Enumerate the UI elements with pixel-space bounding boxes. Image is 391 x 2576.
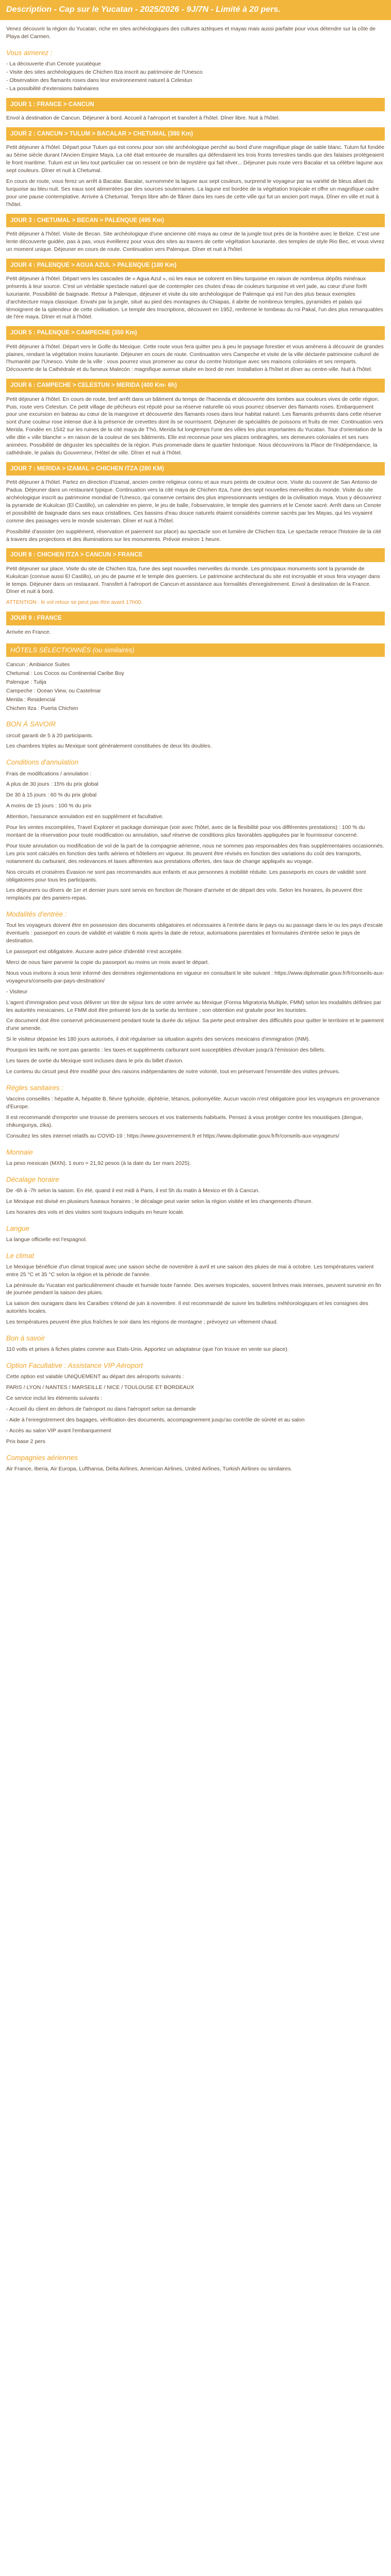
- highlights-heading: Vous aimerez :: [6, 48, 53, 57]
- health-paragraph: Vaccins conseillés : hépatite A, hépatite B, fièvre typhoïde, diphtérie, tétanos, poliomyélite. Aucun vaccin n'est obligatoire pour les voyageurs en provenance d'Europe.: [6, 1096, 380, 1110]
- hotel-item: Merida : Residencial: [6, 696, 56, 703]
- hotels-list: [6, 661, 385, 712]
- day-description: Petit déjeuner à l'hôtel. Départ vers les cascades de « Agua Azul », où les eaux se colorent en bleu turquoise en raison de nombreux dépôts minéraux présents à leur source. C'est un véritable spectacle naturel que de contempler ces chutes d'eau de couleurs turquoise et vert jade, au cœur d'une forêt luxuriante. Possibilité de baignade. Retour à Palenque, déjeuner et visite du site archéologique de Palenque qui est l'un des plus beaux exemples d'architecture maya classique. Envahi par la jungle, situé au pied des montagnes du Chiapas, il abrite de nombreux temples, pyramides et palais qui témoignent de la splendeur de cette civilisation. Le temple des Inscriptions, découvert en 1952, renferme le tombeau du roi Pakal, l'un des plus remarquables de l'ère maya. Dîner et nuit à l'hôtel.: [6, 275, 383, 320]
- hotel-item: Chichen Itza : Puerta Chichen: [6, 705, 78, 711]
- currency-text: [6, 1160, 385, 1167]
- cancellation-paragraph: De 30 à 15 jours : 60 % du prix global: [6, 792, 97, 799]
- climate-paragraph: Le Mexique bénéficie d'un climat tropical avec une saison sèche de novembre à avril et une saison des pluies de mai à octobre. Les températures varient entre 25 °C et 35 °C selon la région et la période de l'année.: [6, 1263, 374, 1278]
- formalities-paragraph: Nous vous invitons à vous tenir informé des dernières réglementations en vigueur en consultant le site suivant : https://www.diplomatie.gouv.fr/fr/conseils-aux-voyageurs/conseils-par-pays-destination/: [6, 970, 384, 984]
- airlines-text: [6, 1465, 385, 1473]
- day-description: Petit déjeuner à l'hôtel. Départ vers le Golfe du Mexique. Cette route vous fera quitter peu à peu le paysage forestier et vous amènera à découvrir de grandes plaines, rendant la végétation moins luxuriante. Déjeuner en cours de route. Continuation vers Campeche et visite de la ville déclarée patrimoine culturel de l'humanité par l'Unesco. Visite de la ville : vous pourrez vous promener au cœur du centre historique avec ses maisons coloniales et ses remparts. Découverte de la Cathédrale et du fameux Malecón : magnifique avenue située en bord de mer. Installation à l'hôtel et dîner au centre-ville. Nuit à l'hôtel.: [6, 343, 384, 373]
- hotel-item: Palenque : Tulija: [6, 679, 46, 685]
- option-paragraph: Ce service inclut les éléments suivants :: [6, 1395, 103, 1402]
- option-paragraph: - Accueil du client en dehors de l'aéroport ou dans l'aéroport selon sa demande: [6, 1406, 196, 1413]
- time-diff-paragraph: Les horaires des vols et des visites sont toujours indiqués en heure locale.: [6, 1209, 185, 1215]
- hotel-item: Chetumal : Los Cocos ou Continental Caribe Boy: [6, 670, 124, 676]
- good-to-know-paragraph: circuit garanti de 5 à 20 participants.: [6, 732, 93, 739]
- highlight-item: - Observation des flamants roses dans leur environnement naturel à Celestun: [6, 77, 192, 83]
- option-paragraph: PARIS / LYON / NANTES / MARSEILLE / NICE / TOULOUSE ET BORDEAUX: [6, 1384, 194, 1391]
- day-heading: JOUR 5 : PALENQUE > CAMPECHE (350 Km): [6, 326, 385, 340]
- option-paragraph: Prix base 2 pers: [6, 1438, 45, 1445]
- climate-heading: Le climat: [6, 1251, 35, 1260]
- cancellation-paragraph: A plus de 30 jours : 15% du prix global: [6, 781, 99, 788]
- climate-paragraph: La saison des ouragans dans les Caraïbes s'étend de juin à novembre. Il est recommandé de suivre les bulletins météorologiques et les consignes des autorités locales.: [6, 1300, 368, 1315]
- climate-paragraph: Les températures peuvent être plus fraîches le soir dans les régions de montagne ; prévoyez un vêtement chaud.: [6, 1319, 278, 1326]
- hotels-heading: HÔTELS SÉLECTIONNÉS (ou similaires): [6, 643, 385, 657]
- good-to-know-paragraph: Les chambres triples au Mexique sont généralement constituées de deux lits doubles.: [6, 743, 212, 750]
- time-diff-paragraph: Le Mexique est divisé en plusieurs fuseaux horaires ; le décalage peut varier selon la région visitée et les changements d'heure.: [6, 1198, 313, 1205]
- cancellation-heading: Conditions d'annulation: [6, 758, 78, 767]
- day-heading: JOUR 7 : MERIDA > IZAMAL > CHICHEN ITZA (280 KM): [6, 462, 385, 476]
- formalities-text: [6, 922, 385, 1043]
- tips-paragraph: 110 volts et prises à fiches plates comme aux Etats-Unis. Apportez un adaptateur (que l'on trouve en vente sur place).: [6, 1346, 289, 1353]
- time-text: [6, 1187, 385, 1216]
- formalities-paragraph: Le passeport est obligatoire. Aucune autre pièce d'identité n'est acceptée.: [6, 948, 183, 955]
- day-heading: JOUR 2 : CANCUN > TULUM > BACALAR > CHETUMAL (380 Km): [6, 127, 385, 141]
- day-description: Possibilité d'assister (en supplément, réservation et paiement sur place) au spectacle son et lumière de Chichen Itza. Le spectacle retrace l'histoire de la cité à travers des projections et des illuminations sur les monuments. Prévoir environ 1 heure.: [6, 528, 382, 543]
- currency-paragraph: La peso mexicain (MXN). 1 euro = 21,92 pesos (à la date du 1er mars 2025).: [6, 1160, 191, 1166]
- itinerary: [6, 98, 385, 636]
- language-paragraph: La langue officielle est l'espagnol.: [6, 1236, 87, 1243]
- extra-paragraph: Nos circuits et croisières Évasion ne sont pas recommandés aux enfants et aux personnes à mobilité réduite. Les passeports en cours de validité sont obligatoires pour tous les participants.: [6, 869, 366, 883]
- extra-text: [6, 869, 385, 903]
- formalities-paragraph: Merci de nous faire parvenir la copie du passeport au moins un mois avant le départ.: [6, 959, 209, 966]
- option-heading: Option Facultative : Assistance VIP Aéroport: [6, 1362, 143, 1370]
- cancellation-paragraph: Pour les ventes escomptées, Travel Explorer et package dominique (voir avec l'hôtel, avec de la flexibilité pour vos différentes prestations) : 100 % du montant de la réservation pour toute modification ou annulation, sauf réserve de conditions plus favorables appliquées par le fournisseur concerné.: [6, 824, 365, 838]
- cancellation-paragraph: Pour toute annulation ou modification de vol de la part de la compagnie aérienne, nous ne sommes pas responsables des frais supplémentaires occasionnés. Les prix sont calculés en fonction des tarifs aériens et hôteliers en vigueur. Ils peuvent être révisés en fonction des variations du coût des transports, notamment du carburant, des redevances et taxes afférentes aux prestations offertes, des taux de change appliqués au voyage.: [6, 842, 384, 865]
- day-heading: JOUR 9 : FRANCE: [6, 612, 385, 625]
- option-paragraph: Cette option est valable UNIQUEMENT au départ des aéroports suivants :: [6, 1374, 184, 1380]
- page-title: Description - Cap sur le Yucatan - 2025/2026 - 9J/7N - Limité à 20 pers.: [6, 5, 281, 14]
- formalities-paragraph: L'agent d'immigration peut vous délivrer un titre de séjour lors de votre arrivée au Mexique (Forma Migratoria Multiple, FMM) selon les modalités définies par les autorités mexicaines. Le FMM doit être présenté lors de la sortie du territoire ; son obtention est gratuite pour les touristes.: [6, 999, 382, 1013]
- time-diff-paragraph: De -6h à -7h selon la saison. En été, quand il est midi à Paris, il est 5h du matin à Mexico et 6h à Cancun.: [6, 1187, 260, 1194]
- language-heading: Langue: [6, 1224, 30, 1232]
- language-text: [6, 1236, 385, 1244]
- additional-paragraph: Pourquoi les tarifs ne sont pas garantis : les taxes et suppléments carburant sont susceptibles d'évoluer jusqu'à l'émission des billets.: [6, 1047, 325, 1054]
- extra-paragraph: Les déjeuners ou dîners de 1er et dernier jours sont servis en fonction de l'horaire d'arrivée et de départ des vols. Selon les horaires, ils peuvent être remplacés par des paniers-repas.: [6, 887, 363, 902]
- day-description: Petit déjeuner sur place. Visite du site de Chichen Itza, l'une des sept nouvelles merveilles du monde. Les principaux monuments sont la pyramide de Kukulcan (connue aussi El Castillo), un jeu de paume et le temple des guerriers. Le patrimoine architectural du site est incroyable et vous fera voyager dans le temps. Déjeuner dans un restaurant. Transfert à l'aéroport de Cancun et assistance aux formalités d'enregistrement. Envol à destination de la France. Dîner et nuit à bord.: [6, 565, 380, 595]
- highlight-item: - Visite des sites archéologiques de Chichen Itza inscrit au patrimoine de l'Unesco: [6, 69, 203, 75]
- day-description: Petit déjeuner à l'hôtel. Visite de Becan. Site archéologique d'une ancienne cité maya au cœur de la jungle tout près de la frontière avec le Belize. C'est une lente découverte guidée, pas à pas, vous éveillerez pour vous des sites au travers de cette végétation luxuriante, des temples de style Rio Bec, et vous vivrez un moment unique. Déjeuner en cours de route. Continuation vers Palenque. Dîner et nuit à l'hôtel.: [6, 230, 385, 252]
- highlight-item: - La découverte d'un Cenote yucatèque: [6, 61, 101, 67]
- option-paragraph: - Accès au salon VIP avant l'embarquement: [6, 1427, 111, 1434]
- additional-paragraph: Le contenu du circuit peut être modifié pour des raisons indépendantes de notre volonté, tout en préservant l'ensemble des visites prévues.: [6, 1068, 340, 1075]
- tips-heading: Bon à savoir: [6, 1334, 45, 1343]
- climate-paragraph: La péninsule du Yucatan est particulièrement chaude et humide toute l'année. Des averses tropicales, souvent brèves mais intenses, peuvent survenir en fin de journée pendant la saison des pluies.: [6, 1282, 381, 1296]
- day-heading: JOUR 4 : PALENQUE > AGUA AZUL > PALENQUE (180 Km): [6, 259, 385, 272]
- day-description: Petit déjeuner à l'hôtel. En cours de route, bref arrêt dans un bâtiment du temps de l'hacienda et découverte des tombes aux couleurs vives de cette région. Puis, route vers Celestun. Ce petit village de pêcheurs est réputé pour sa réserve naturelle où vous pourrez observer des flamants roses. Embarquement pour une excursion en bateau au cœur de la mangrove et découverte des flamants roses dans leur habitat naturel. Les flamants présents dans cette réserve sont d'une couleur rose intense due à la présence de crevettes dont ils se nourrissent. Déjeuner de spécialités de poissons et fruits de mer. Continuation vers Merida. Fondée en 1542 sur les ruines de la cité maya de T'hó, Merida fut longtemps l'une des villes les plus importantes du Yucatan. Tour d'orientation de la ville dite « ville blanche » en raison de la couleur de ses bâtiments. Elle est reconnue pour ses places ombragées, ses demeures coloniales et ses rues animées. Possibilité de déguster les spécialités de la région. Puis promenade dans le quartier historique. Nous découvrirons la Place de l'Indépendance, la cathédrale, le palais du Gouverneur, l'Hôtel de ville. Dîner et nuit à l'hôtel.: [6, 396, 384, 456]
- airlines-paragraph: Air France, Iberia, Air Europa, Lufthansa, Delta Airlines, American Airlines, United Airlines, Turkish Airlines ou similaires.: [6, 1465, 292, 1472]
- formalities-paragraph: Tout les voyageurs doivent être en possession des documents obligatoires et nécessaires à l'entrée dans le pays ou au passage dans le ou les pays d'escale éventuels : passeport en cours de validité et valable 6 mois après la date de retour, autorisations parentales et formulaires d'entrée selon le pays de destination.: [6, 922, 383, 944]
- header-banner: [0, 0, 391, 20]
- currency-heading: Monnaie: [6, 1148, 33, 1156]
- day-description: Arrivée en France.: [6, 629, 51, 635]
- day-heading: JOUR 8 : CHICHEN ITZA > CANCUN > FRANCE: [6, 548, 385, 562]
- cancellation-paragraph: Attention, l'assurance annulation est en supplément et facultative.: [6, 814, 164, 820]
- day-heading: JOUR 3 : CHETUMAL > BECAN > PALENQUE (495 Km): [6, 214, 385, 227]
- cancellation-paragraph: Frais de modifications / annulation :: [6, 770, 92, 777]
- hotel-item: Campeche : Ocean View, ou Castelmar: [6, 687, 101, 694]
- highlight-item: - La possibilité d'extensions balnéaires: [6, 85, 99, 92]
- additional-paragraph: Les taxes de sortie du Mexique sont incluses dans le prix du billet d'avion.: [6, 1058, 184, 1064]
- formalities-paragraph: - Visiteur: [6, 988, 28, 995]
- additional-text: [6, 1046, 385, 1076]
- cancellation-paragraph: A moins de 15 jours : 100 % du prix: [6, 803, 92, 809]
- hotel-item: Cancun : Ambiance Suites: [6, 661, 70, 668]
- day-note: ATTENTION : le vol retour se peut pas être avant 17h00.: [6, 599, 143, 606]
- airlines-heading: Compagnies aériennes: [6, 1453, 78, 1462]
- formalities-paragraph: Si le visiteur dépasse les 180 jours autorisés, il doit régulariser sa situation auprès des services mexicains d'immigration (INM).: [6, 1036, 311, 1043]
- main-content: [0, 20, 391, 1485]
- highlights-list: [6, 60, 385, 93]
- climate-text: [6, 1263, 385, 1326]
- intro-text: Venez découvrir la région du Yucatan, riche en sites archéologiques des cultures aztèques et mayas mais aussi parfaite pour vous détendre sur la côte de Playa del Carmen.: [6, 26, 376, 40]
- health-heading: Règles sanitaires :: [6, 1083, 64, 1092]
- health-paragraph: Il est recommandé d'emporter une trousse de premiers secours et vos traitements habituels. Pensez à vous protéger contre les moustiques (dengue, chikungunya, zika).: [6, 1114, 363, 1128]
- health-paragraph: Consultez les sites internet relatifs au COVID-19 : https://www.gouvernement.fr et https://www.diplomatie.gouv.fr/fr/conseils-aux-voyageurs/: [6, 1132, 339, 1139]
- day-heading: JOUR 1 : FRANCE > CANCUN: [6, 98, 385, 111]
- good-to-know-text: [6, 732, 385, 751]
- option-paragraph: - Aide à l'enregistrement des bagages, vérification des documents, accompagnement jusqu'au contrôle de sûreté et au salon: [6, 1416, 305, 1423]
- day-description: Petit déjeuner à l'hôtel. Partez en direction d'Izamal, ancien centre religieux connu et aux murs peints de couleur ocre. Visite du couvent de San Antonio de Padua. Déjeuner dans un restaurant typique. Continuation vers la cité maya de Chichen Itza, l'une des sept nouvelles merveilles du monde. Visite du site archéologique inscrit au patrimoine mondial de l'Unesco, qui conserve certains des plus impressionnants vestiges de la civilisation maya. Vous y découvrirez la pyramide de Kukulcan (El Castillo), un calendrier en pierre, le jeu de balle, l'observatoire, le temple des guerriers et le Cenote sacré. Arrêt dans un Cenote et possibilité de baignade dans ses eaux cristallines. Ces bassins d'eau douce naturels étaient considérés comme sacrés par les Mayas, qui les voyaient comme des passages vers le monde souterrain. Dîner et nuit à l'hôtel.: [6, 479, 382, 524]
- day-description: Envol à destination de Cancun. Déjeuner à bord. Accueil à l'aéroport et transfert à l'hôtel. Dîner libre. Nuit à l'hôtel.: [6, 115, 280, 122]
- formalities-paragraph: Ce document doit être conservé précieusement pendant toute la durée du séjour. Sa perte peut entraîner des difficultés pour quitter le territoire et le paiement d'une amende.: [6, 1018, 384, 1032]
- day-heading: JOUR 6 : CAMPECHE > CELESTUN > MERIDA (400 Km- 6h): [6, 379, 385, 392]
- tips-text: [6, 1346, 385, 1353]
- good-to-know-heading: BON À SAVOIR: [6, 720, 56, 728]
- health-text: [6, 1095, 385, 1140]
- day-description: Petit déjeuner à l'hôtel. Départ pour Tulum qui est connu pour son site archéologique perché au bord d'une magnifique plage de sable blanc. Tulum fut fondée au 5ème siècle durant l'Ancien Empire Maya. La cité était entourée de murailles qui défendaient les trois fronts terrestres tandis que des falaises protégeaient le front maritime. Tulum est un lieu tout particulier car on ressent ce brin de mystère qui fait rêver... Déjeuner puis route vers Bacalar et sa célèbre lagune aux sept couleurs. Dîner et nuit à Chetumal.: [6, 144, 385, 174]
- time-heading: Décalage horaire: [6, 1175, 59, 1183]
- cancellation-text: [6, 770, 385, 866]
- day-description: En cours de route, vous ferez un arrêt à Bacalar. Bacalar, surnommée la lagune aux sept couleurs, surprend le voyageur par sa variété de bleus allant du turquoise au bleu nuit. Ses eaux sont alimentées par des sources souterraines. La lagune est bordée de la végétation tropicale et offre un magnifique cadre pour une pause contemplative. Arrivée à Chetumal. Temps libre afin de flâner dans les rues de cette ville qui fut un ancien port maya. Dîner en ville et nuit à l'hôtel.: [6, 178, 379, 208]
- option-text: [6, 1373, 385, 1445]
- formalities-heading: Modalités d'entrée :: [6, 910, 67, 919]
